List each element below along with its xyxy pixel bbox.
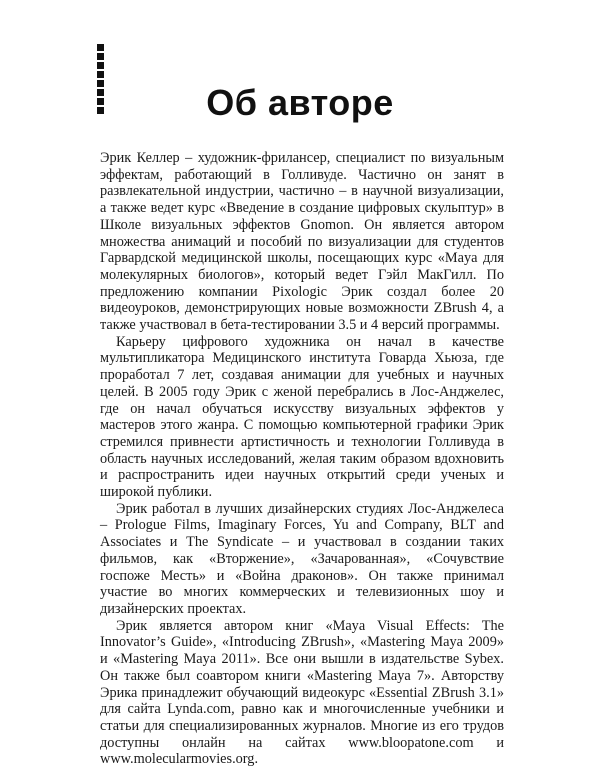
paragraph: Эрик Келлер – художник-фрилансер, специалист по визуальным эффектам, работающий в Голливуде. Частично он занят в развлекательной индустрии, частично – в научной визуализации, а также ведет курс «Введение в создание цифровых скульптур» в Школе визуальных эффектов Gnomon. Он является автором множества анимаций и пособий по визуализации для студентов Гарвардской медицинской школы, посещающих курс «Maya для молекулярных биологов», который ведет Гэйл МакГилл. По предложению компании Pixologic Эрик создал более 20 видеоуроков, демонстрирующих новые возможности ZBrush 4, а также участвовал в бета-тестировании 3.5 и 4 версий программы. (100, 150, 504, 334)
paragraph: Эрик работал в лучших дизайнерских студиях Лос-Анджелеса – Prologue Films, Imaginary Forces, Yu and Company, BLT and Associates и The Syndicate – и участвовал в создании таких фильмов, как «Вторжение», «Зачарованная», «Сочувствие госпоже Месть» и «Война драконов». Он также принимал участие во многих коммерческих и телевизионных шоу и дизайнерских проектах. (100, 500, 504, 617)
paragraph: Эрик является автором книг «Maya Visual Effects: The Innovator’s Guide», «Introducing ZBrush», «Mastering Maya 2009» и «Mastering Maya 2011». Все они вышли в издательстве Sybex. Он также был соавтором книги «Mastering Maya 7». Авторству Эрика принадлежит обучающий видеокурс «Essential ZBrush 3.1» для сайта Lynda.com, равно как и многочисленные учебники и статьи для специализированных журналов. Многие из его трудов доступны онлайн на сайтах www.bloopatone.com и www.molecularmovies.org. (100, 617, 504, 768)
page-title: Об авторе (206, 82, 394, 123)
about-author-text (100, 150, 504, 768)
paragraph: Карьеру цифрового художника он начал в качестве мультипликатора Медицинского института Говарда Хьюза, где проработал 7 лет, создавая анимации для учебных и научных целей. В 2005 году Эрик с женой перебрались в Лос-Анджелес, где он начал обучаться искусству визуальных эффектов у мастеров этого жанра. С помощью компьютерной графики Эрик стремился привнести артистичность и технологии Голливуда в область научных исследований, желая таким образом вдохновить и распространить идеи научных открытий среди ученых и широкой публики. (100, 333, 504, 501)
